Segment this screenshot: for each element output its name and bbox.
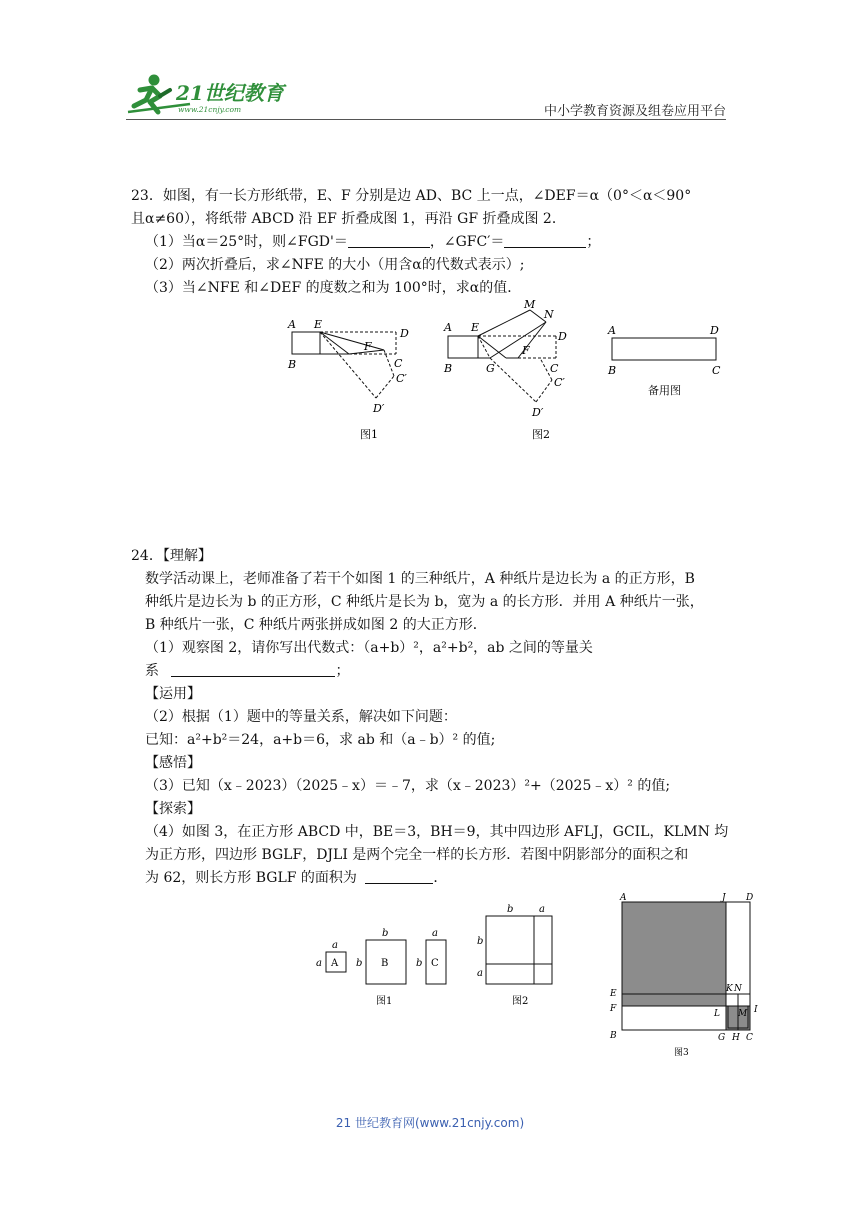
svg-text:D′: D′	[373, 402, 385, 415]
header-divider	[126, 119, 726, 120]
svg-text:N: N	[544, 308, 554, 321]
q23-part1-text-a: （1）当α＝25°时，则∠FGD'＝	[145, 234, 348, 250]
svg-text:D: D	[710, 324, 719, 337]
platform-name: 中小学教育资源及组卷应用平台	[543, 104, 726, 119]
svg-text:C: C	[394, 357, 403, 370]
q24-fig3-caption: 图3	[674, 1048, 689, 1058]
q24-line12: 【探索】	[145, 801, 201, 817]
svg-text:D: D	[558, 330, 567, 343]
svg-text:b: b	[416, 958, 423, 969]
q23-line1: 23．如图，有一长方形纸带，E、F 分别是边 AD、BC 上一点，∠DEF＝α（0°＜α＜90°	[131, 188, 692, 204]
svg-text:b: b	[382, 928, 389, 939]
svg-text:N: N	[734, 984, 742, 994]
svg-text:F: F	[522, 344, 530, 357]
svg-text:A: A	[331, 958, 339, 969]
svg-text:a: a	[316, 958, 322, 969]
svg-text:a: a	[432, 928, 438, 939]
svg-text:a: a	[477, 968, 483, 979]
q23-line2: 且α≠60），将纸带 ABCD 沿 EF 折叠成图 1，再沿 GF 折叠成图 2．	[131, 211, 566, 227]
q24-line15-text-b: ．	[433, 870, 448, 886]
svg-text:C′: C′	[396, 372, 407, 385]
svg-text:C: C	[550, 362, 559, 375]
q23-part1	[145, 231, 600, 254]
q23-part1-text-c: ；	[586, 234, 601, 250]
q24-line6-text-a: 系	[145, 663, 159, 679]
svg-text:B: B	[444, 362, 453, 375]
svg-text:G: G	[718, 1033, 726, 1043]
q24-line13: （4）如图 3，在正方形 ABCD 中，BE＝3，BH＝9，其中四边形 AFLJ，GCIL，KLMN 均	[145, 824, 729, 840]
q24-figure-3	[608, 890, 760, 1062]
q24-line1: 24．【理解】	[131, 548, 212, 564]
q23-part3: （3）当∠NFE 和∠DEF 的度数之和为 100°时，求α的值．	[145, 280, 522, 296]
svg-text:F: F	[364, 340, 372, 353]
q24-line5: （1）观察图 2，请你写出代数式：（a+b）²，a²+b²，ab 之间的等量关	[145, 640, 593, 656]
svg-text:E: E	[610, 989, 617, 999]
svg-text:E: E	[314, 318, 323, 331]
q24-line7: 【运用】	[145, 686, 201, 702]
q24-figure-1	[312, 926, 458, 1010]
svg-text:G: G	[486, 362, 495, 375]
svg-text:K: K	[726, 984, 733, 994]
svg-text:D′: D′	[532, 406, 544, 419]
svg-text:A: A	[608, 324, 616, 337]
q24-fig2-caption: 图2	[512, 996, 529, 1007]
q24-figure-2	[474, 902, 558, 1010]
svg-text:A: A	[620, 893, 627, 903]
q24-line9: 已知：a²+b²＝24，a+b＝6，求 ab 和（a﹣b）² 的值;	[145, 732, 496, 748]
answer-blank[interactable]	[504, 233, 586, 248]
svg-text:L: L	[714, 1009, 720, 1019]
q24-line4: B 种纸片一张，C 种纸片两张拼成如图 2 的大正方形．	[145, 617, 487, 633]
svg-text:D: D	[746, 893, 754, 903]
q24-line15-text-a: 为 62，则长方形 BGLF 的面积为	[145, 870, 357, 886]
q24-line11: （3）已知（x﹣2023）（2025﹣x）＝﹣7，求（x﹣2023）²+（2025﹣x）² 的值;	[145, 778, 671, 794]
svg-text:C: C	[712, 364, 721, 377]
q24-line2: 数学活动课上，老师准备了若干个如图 1 的三种纸片，A 种纸片是边长为 a 的正方形，B	[145, 571, 695, 587]
q24-line6-text-b: ；	[335, 663, 350, 679]
svg-text:B: B	[288, 358, 297, 371]
svg-text:B: B	[381, 958, 389, 969]
q23-spare-caption: 备用图	[648, 384, 681, 397]
q24-line8: （2）根据（1）题中的等量关系，解决如下问题：	[145, 709, 457, 725]
logo-text: 21世纪教育	[176, 81, 284, 105]
q24-line6	[145, 660, 349, 683]
svg-text:A: A	[444, 321, 452, 334]
q24-line14: 为正方形，四边形 BGLF，DJLI 是两个完全一样的长方形．若图中阴影部分的面积之和	[145, 847, 689, 863]
q23-part2: （2）两次折叠后，求∠NFE 的大小（用含α的代数式表示）;	[145, 257, 525, 273]
svg-text:D: D	[400, 327, 409, 340]
svg-text:M: M	[738, 1009, 748, 1019]
q24-line3: 种纸片是边长为 b 的正方形，C 种纸片是长为 b，宽为 a 的长方形．并用 A 种纸片一张，	[145, 594, 704, 610]
svg-text:a: a	[539, 904, 545, 915]
svg-text:B: B	[610, 1031, 617, 1041]
svg-text:b: b	[477, 936, 484, 947]
svg-text:b: b	[356, 958, 363, 969]
svg-text:C: C	[746, 1033, 753, 1043]
svg-text:J: J	[722, 893, 726, 903]
q24-fig1-caption: 图1	[376, 996, 393, 1007]
q23-figure-1	[284, 314, 416, 446]
svg-text:C: C	[431, 958, 439, 969]
q24-line15	[145, 867, 447, 890]
site-logo	[120, 66, 300, 122]
answer-blank[interactable]	[365, 869, 433, 884]
svg-text:B: B	[608, 364, 617, 377]
q23-fig1-caption: 图1	[360, 428, 378, 441]
svg-text:M: M	[524, 300, 536, 311]
q23-figure-2	[440, 300, 580, 446]
q23-part1-text-b: ，∠GFC′＝	[429, 234, 505, 250]
svg-text:F: F	[610, 1004, 617, 1014]
svg-text:I: I	[754, 1005, 758, 1015]
answer-blank[interactable]	[348, 233, 430, 248]
logo-url: www.21cnjy.com	[178, 105, 242, 114]
svg-text:b: b	[507, 904, 514, 915]
svg-text:A: A	[288, 318, 296, 331]
q23-spare-figure	[604, 322, 728, 402]
svg-text:C′: C′	[554, 376, 565, 389]
q24-line10: 【感悟】	[145, 755, 201, 771]
svg-text:H: H	[732, 1033, 740, 1043]
answer-blank[interactable]	[171, 662, 335, 677]
q23-fig2-caption: 图2	[532, 428, 550, 441]
svg-text:a: a	[332, 940, 338, 951]
footer-link[interactable]: 21 世纪教育网(www.21cnjy.com)	[335, 1116, 525, 1130]
svg-text:E: E	[471, 321, 480, 334]
